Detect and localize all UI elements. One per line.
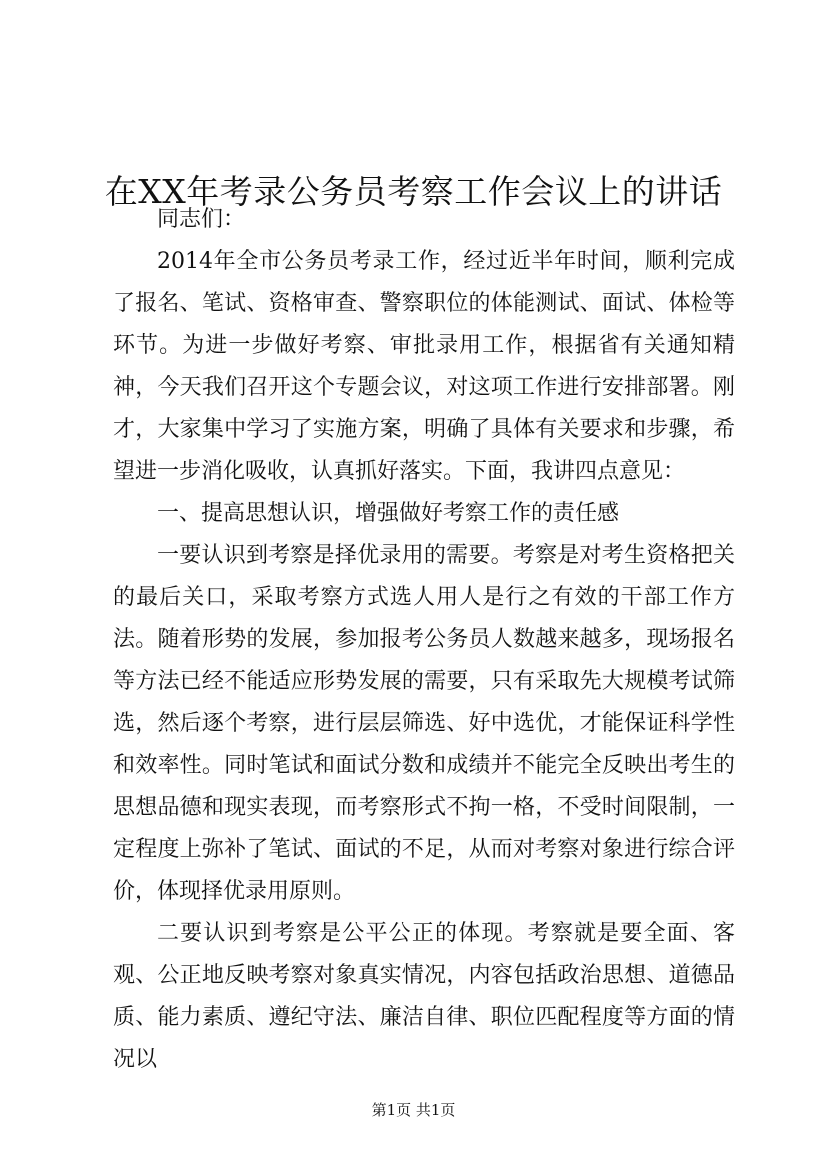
paragraph-point-2: 二要认识到考察是公平公正的体现。考察就是要全面、客观、公正地反映考察对象真实情况，内容包括政治思想、道德品质、能力素质、遵纪守法、廉洁自律、职位匹配程度等方面的情况以 [113, 921, 735, 1072]
paragraph-point-1: 一要认识到考察是择优录用的需要。考察是对考生资格把关的最后关口，采取考察方式选人用人是行之有效的干部工作方法。随着形势的发展，参加报考公务员人数越来越多，现场报名等方法已经不能适应形势发展的需要，只有采取先大规模考试筛选，然后逐个考察，进行层层筛选、好中选优，才能保证科学性和效率性。同时笔试和面试分数和成绩并不能完全反映出考生的思想品德和现实表现，而考察形式不拘一格，不受时间限制，一定程度上弥补了笔试、面试的不足，从而对考察对象进行综合评价，体现择优录用原则。 [113, 543, 735, 904]
document-title: 在XX年考录公务员考察工作会议上的讲话 [104, 172, 723, 212]
document-body [113, 199, 735, 1081]
page-footer: 第1页 共1页 [371, 1101, 456, 1119]
paragraph-intro: 2014年全市公务员考录工作，经过近半年时间，顺利完成了报名、笔试、资格审查、警察职位的体能测试、面试、体检等环节。为进一步做好考察、审批录用工作，根据省有关通知精神，今天我们召开这个专题会议，对这项工作进行安排部署。刚才，大家集中学习了实施方案，明确了具体有关要求和步骤，希望进一步消化吸收，认真抓好落实。下面，我讲四点意见： [113, 249, 735, 484]
salutation: 同志们： [157, 207, 246, 232]
section-heading-1: 一、提高思想认识，增强做好考察工作的责任感 [157, 501, 620, 526]
